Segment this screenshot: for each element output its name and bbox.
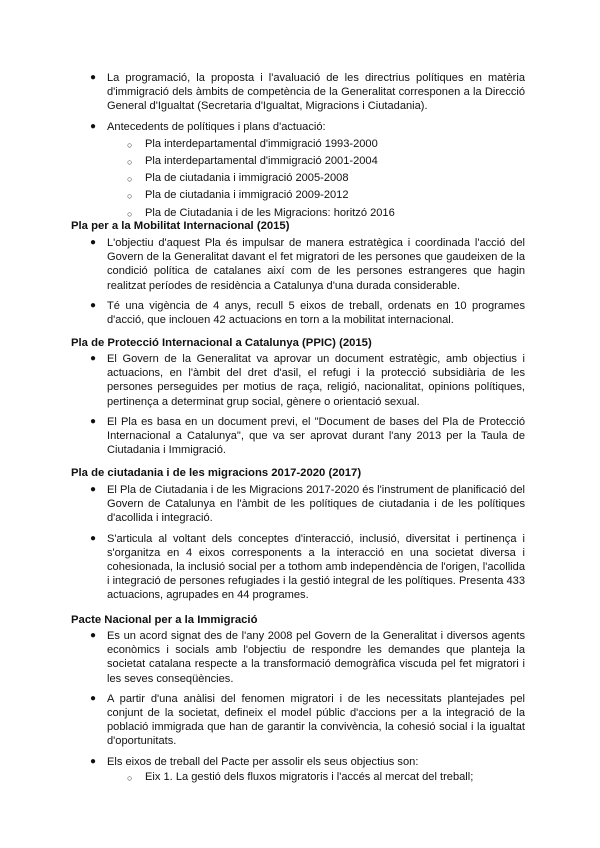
list-item xyxy=(0,71,600,114)
list-item-text: Es un acord signat des de l'any 2008 pel Govern de la Generalitat i diversos agents econòmics i socials amb l'objectiu de respondre les demandes que planteja la societat catalana respecte a la transformació demogràfica viscuda pel fet migratori i les seves conseqüències. xyxy=(107,630,525,685)
sublist-item xyxy=(0,154,600,171)
list-item xyxy=(0,120,600,223)
list-item xyxy=(0,629,600,686)
section-heading-ciutadania: Pla de ciutadania i de les migracions 2017-2020 (2017) xyxy=(71,467,362,479)
list-item xyxy=(0,415,600,458)
sublist-item-text: Pla de Ciutadania i de les Migracions: horitzó 2016 xyxy=(145,206,395,219)
circle-bullet-icon: ○ xyxy=(127,174,133,185)
sublist-item-text: Pla interdepartamental d'immigració 2001-2004 xyxy=(145,155,378,167)
section-pacte-list xyxy=(0,629,600,787)
intro-list xyxy=(0,71,600,223)
list-item-text: S'articula al voltant dels conceptes d'interacció, inclusió, diversitat i pertinença i s'organitza en 4 eixos corresponents a la interacció en una societat diversa i cohesionada, la inclusió social per a tothom amb independència de l'origen, l'acollida i integració de persones refugiades i la gestió integral de les polítiques. Presenta 433 actuacions, agrupades en 44 programes. xyxy=(107,532,525,602)
list-item-text: El Pla de Ciutadania i de les Migracions 2017-2020 és l'instrument de planificació del Govern de Catalunya en l'àmbit de les polítiques de ciutadania i de les polítiques d'acollida i integració. xyxy=(107,484,525,525)
section-ciutadania-list xyxy=(0,483,600,603)
bullet-icon: ● xyxy=(90,692,97,704)
list-item-text: El Pla es basa en un document previ, el "Document de bases del Pla de Protecció Internacional a Catalunya", que va ser aprovat durant l'any 2013 per la Taula de Ciutadania i Immigració. xyxy=(107,415,525,457)
bullet-icon: ● xyxy=(90,237,97,248)
list-item-text: L'objectiu d'aquest Pla és impulsar de manera estratègica i coordinada l'acció del Govern de la Generalitat davant el fet migratori de les persones que gaudeixen de la condició política de catalanes així com de les persones estrangeres que hagin realitzat períodes de residència a Catalunya d'una durada considerable. xyxy=(107,237,525,292)
list-item xyxy=(0,755,600,787)
list-item xyxy=(0,352,600,409)
bullet-icon: ● xyxy=(90,353,97,364)
sublist-item xyxy=(0,171,600,188)
list-item-text: A partir d'una anàlisi del fenomen migratori i de les necessitats plantejades pel conjunt de la societat, defineix el model públic d'accions per a la integració de la població immigrada que han de garantir la convivència, la cohesió social i la igualtat d'oportunitats. xyxy=(107,692,525,748)
bullet-icon: ● xyxy=(90,415,97,427)
list-item xyxy=(0,299,600,327)
antecedents-sublist xyxy=(0,137,600,223)
section-pacte-list-block xyxy=(0,629,600,787)
list-item xyxy=(0,692,600,749)
sublist-item xyxy=(0,188,600,205)
pacte-sublist xyxy=(0,770,600,787)
circle-bullet-icon: ○ xyxy=(127,772,133,783)
section-heading-pacte: Pacte Nacional per a la Immigració xyxy=(71,614,258,626)
bullet-icon: ● xyxy=(90,484,97,495)
intro-list-block xyxy=(0,71,600,223)
section-mobilitat-list xyxy=(0,236,600,327)
list-item-text: Té una vigència de 4 anys, recull 5 eixos de treball, ordenats en 10 programes d'acció, que inclouen 42 actuacions en torn a la mobilitat internacional. xyxy=(107,299,525,327)
sublist-item xyxy=(0,770,600,787)
sublist-item-text: Pla interdepartamental d'immigració 1993-2000 xyxy=(145,137,378,150)
section-mobilitat-list-block xyxy=(0,236,600,333)
circle-bullet-icon: ○ xyxy=(127,157,133,167)
list-item-text: La programació, la proposta i l'avaluació de les directrius polítiques en matèria d'immigració dels àmbits de competència de la Generalitat corresponen a la Direcció General d'Igualtat (Secretaria d'Igualtat, Migracions i Ciutadania). xyxy=(107,72,525,113)
sublist-item-text: Pla de ciutadania i immigració 2005-2008 xyxy=(145,172,349,185)
circle-bullet-icon: ○ xyxy=(127,191,133,202)
list-item-text: Els eixos de treball del Pacte per assolir els seus objectius son: xyxy=(107,755,419,768)
circle-bullet-icon: ○ xyxy=(127,139,133,150)
list-item-text: Antecedents de polítiques i plans d'actuació: xyxy=(107,120,326,133)
section-heading-ppic: Pla de Protecció Internacional a Catalunya (PPIC) (2015) xyxy=(71,337,372,349)
list-item xyxy=(0,236,600,293)
sublist-item-text: Pla de ciutadania i immigració 2009-2012 xyxy=(145,189,349,202)
section-heading-mobilitat: Pla per a la Mobilitat Internacional (2015) xyxy=(71,220,290,232)
bullet-icon: ● xyxy=(90,532,97,544)
list-item-text: El Govern de la Generalitat va aprovar un document estratègic, amb objectius i actuacions, en l'àmbit del dret d'asil, el refugi i la protecció subsidiària de les persones perseguides per motius de raça, religió, nacionalitat, opinions polítiques, pertinença a determinat grup social, gènere o orientació sexual. xyxy=(107,353,525,408)
bullet-icon: ● xyxy=(90,630,97,641)
bullet-icon: ● xyxy=(90,120,97,132)
bullet-icon: ● xyxy=(90,299,97,311)
section-ciutadania-list-block xyxy=(0,483,600,609)
section-ppic-list xyxy=(0,352,600,457)
list-item xyxy=(0,532,600,603)
bullet-icon: ● xyxy=(90,755,97,767)
sublist-item xyxy=(0,137,600,154)
section-ppic-list-block xyxy=(0,352,600,463)
circle-bullet-icon: ○ xyxy=(127,208,133,219)
list-item xyxy=(0,483,600,526)
sublist-item-text: Eix 1. La gestió dels fluxos migratoris i l'accés al mercat del treball; xyxy=(145,770,474,783)
bullet-icon: ● xyxy=(90,72,97,83)
